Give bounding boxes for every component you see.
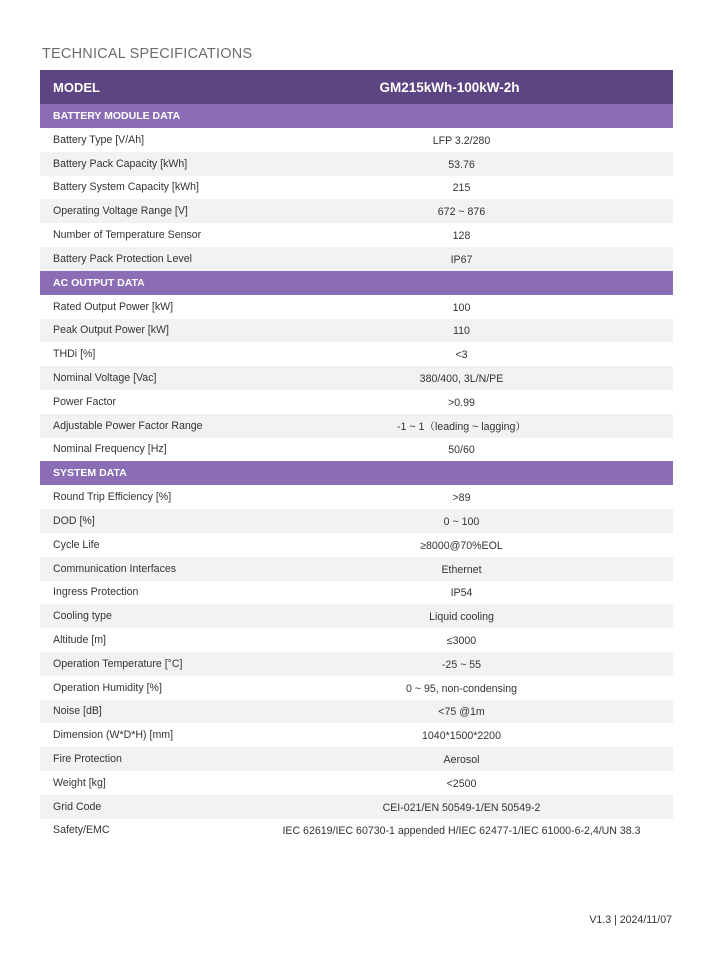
spec-value: IP67	[450, 253, 473, 266]
spec-row	[40, 223, 673, 247]
spec-label: Battery Pack Capacity [kWh]	[53, 157, 188, 170]
spec-label: Weight [kg]	[53, 776, 106, 789]
spec-label: Dimension (W*D*H) [mm]	[53, 729, 174, 742]
spec-value: Liquid cooling	[429, 611, 494, 624]
spec-value: IEC 62619/IEC 60730-1 appended H/IEC 62477-1/IEC 61000-6-2,4/UN 38.3	[282, 825, 641, 838]
spec-row	[40, 485, 673, 509]
spec-row	[40, 676, 673, 700]
spec-value: -25 ~ 55	[441, 658, 482, 671]
spec-label: Adjustable Power Factor Range	[53, 419, 203, 432]
spec-value: IP54	[450, 587, 473, 600]
spec-value: 0 ~ 95, non-condensing	[405, 682, 518, 695]
spec-row	[40, 652, 673, 676]
spec-value: 672 ~ 876	[437, 206, 486, 219]
spec-row	[40, 342, 673, 366]
spec-value: <2500	[446, 777, 477, 790]
spec-value: 0 ~ 100	[443, 516, 480, 529]
spec-row	[40, 295, 673, 319]
spec-row	[40, 533, 673, 557]
spec-row	[40, 390, 673, 414]
spec-label: Rated Output Power [kW]	[53, 300, 174, 313]
spec-value: 110	[453, 325, 470, 338]
spec-row	[40, 319, 673, 343]
spec-row	[40, 771, 673, 795]
spec-row	[40, 438, 673, 462]
spec-value: 53.76	[448, 158, 475, 171]
spec-sections	[40, 104, 673, 842]
spec-value: >89	[452, 492, 471, 505]
spec-value: <3	[455, 349, 468, 362]
spec-row	[40, 414, 673, 438]
spec-label: Nominal Frequency [Hz]	[53, 443, 167, 456]
section-header: SYSTEM DATA	[40, 461, 673, 485]
spec-label: Communication Interfaces	[53, 562, 177, 575]
spec-row	[40, 581, 673, 605]
spec-value: 215	[452, 182, 471, 195]
spec-value: 128	[452, 230, 471, 243]
spec-label: Peak Output Power [kW]	[53, 324, 169, 337]
spec-label: Noise [dB]	[53, 705, 102, 718]
spec-value: LFP 3.2/280	[432, 134, 491, 147]
spec-label: Altitude [m]	[53, 634, 106, 647]
model-label: MODEL	[53, 79, 100, 95]
spec-label: Operating Voltage Range [V]	[53, 205, 188, 218]
spec-label: Nominal Voltage [Vac]	[53, 372, 157, 385]
spec-row	[40, 199, 673, 223]
spec-label: Cycle Life	[53, 538, 100, 551]
spec-label: DOD [%]	[53, 515, 95, 528]
spec-value: Aerosol	[443, 754, 480, 767]
spec-row	[40, 628, 673, 652]
spec-label: Safety/EMC	[53, 824, 110, 837]
spec-value: Ethernet	[441, 563, 482, 576]
page-title: TECHNICAL SPECIFICATIONS	[42, 46, 253, 62]
section-header: AC OUTPUT DATA	[40, 271, 673, 295]
spec-row	[40, 557, 673, 581]
spec-value: ≤3000	[446, 635, 477, 648]
spec-value: 380/400, 3L/N/PE	[419, 373, 504, 386]
spec-value: CEI-021/EN 50549-1/EN 50549-2	[382, 801, 541, 814]
spec-label: Number of Temperature Sensor	[53, 229, 202, 242]
spec-row	[40, 700, 673, 724]
spec-row	[40, 723, 673, 747]
spec-row	[40, 795, 673, 819]
spec-label: THDi [%]	[53, 348, 96, 361]
spec-label: Grid Code	[53, 800, 102, 813]
spec-row	[40, 366, 673, 390]
spec-row	[40, 128, 673, 152]
spec-value: ≥8000@70%EOL	[420, 539, 503, 552]
spec-label: Operation Humidity [%]	[53, 681, 162, 694]
spec-label: Operation Temperature [°C]	[53, 657, 183, 670]
section-header: BATTERY MODULE DATA	[40, 104, 673, 128]
spec-row	[40, 819, 673, 843]
spec-value: 100	[452, 301, 471, 314]
model-value: GM215kWh-100kW-2h	[379, 79, 520, 95]
spec-label: Ingress Protection	[53, 586, 139, 599]
spec-row	[40, 247, 673, 271]
spec-row	[40, 604, 673, 628]
spec-label: Battery Pack Protection Level	[53, 252, 192, 265]
spec-label: Cooling type	[53, 610, 112, 623]
spec-row	[40, 509, 673, 533]
spec-label: Round Trip Efficiency [%]	[53, 491, 172, 504]
spec-row	[40, 152, 673, 176]
spec-label: Battery Type [V/Ah]	[53, 133, 145, 146]
spec-value: <75 @1m	[438, 706, 485, 719]
spec-value: 50/60	[448, 444, 475, 457]
spec-value: 1040*1500*2200	[422, 730, 501, 743]
spec-label: Fire Protection	[53, 753, 122, 766]
spec-table	[40, 70, 673, 842]
model-header-row	[40, 70, 673, 104]
spec-row	[40, 176, 673, 200]
spec-value: >0.99	[448, 396, 475, 409]
version-footer: V1.3 | 2024/11/07	[589, 914, 672, 926]
spec-label: Battery System Capacity [kWh]	[53, 181, 200, 194]
spec-label: Power Factor	[53, 395, 116, 408]
spec-row	[40, 747, 673, 771]
spec-value: -1 ~ 1（leading ~ lagging）	[397, 421, 526, 434]
